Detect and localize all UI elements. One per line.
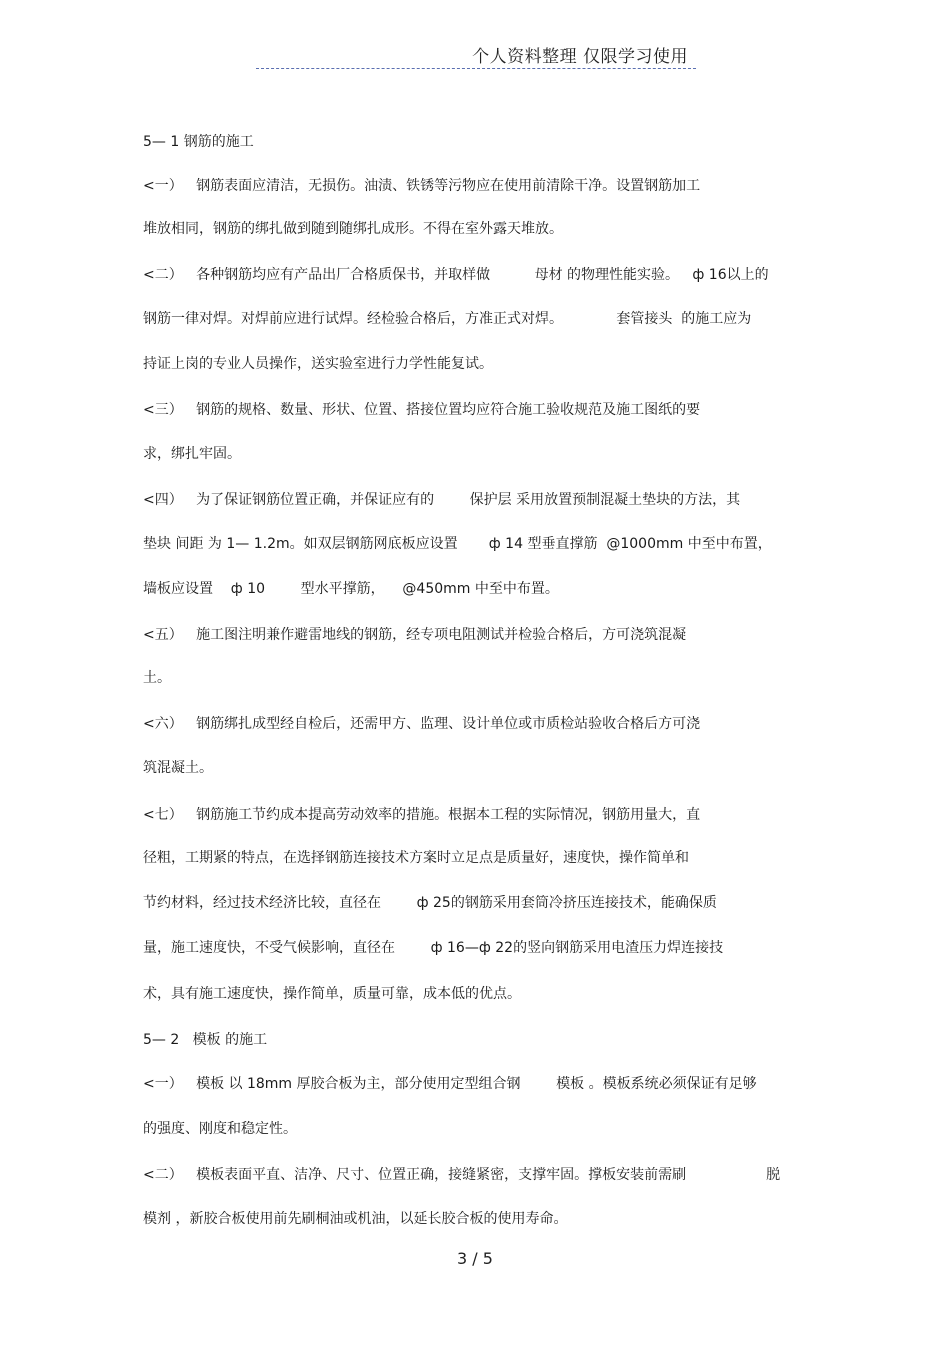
paragraph-line: 量，施工速度快，不受气候影响，直径在 ф 16—ф 22的竖向钢筋采用电渣压力焊连接技 xyxy=(143,940,724,956)
paragraph-line: 筑混凝土。 xyxy=(143,760,213,776)
page-number: 3 / 5 xyxy=(457,1249,493,1268)
paragraph-line: <二） 模板表面平直、洁净、尺寸、位置正确，接缝紧密，支撑牢固。撑板安装前需刷 脱 xyxy=(143,1167,781,1183)
paragraph-line: <一） 钢筋表面应清洁，无损伤。油渍、铁锈等污物应在使用前清除干净。设置钢筋加工 xyxy=(143,178,701,194)
paragraph-line: 径粗，工期紧的特点，在选择钢筋连接技术方案时立足点是质量好，速度快，操作简单和 xyxy=(143,850,689,866)
paragraph-line: 土。 xyxy=(143,670,171,686)
header-title: 个人资料整理 仅限学习使用 xyxy=(472,47,688,67)
paragraph-line: <一） 模板 以 18mm 厚胶合板为主，部分使用定型组合钢 模板 。模板系统必须保证有足够 xyxy=(143,1076,757,1092)
paragraph-line: 节约材料，经过技术经济比较，直径在 ф 25的钢筋采用套筒冷挤压连接技术，能确保质 xyxy=(143,895,717,911)
paragraph-line: 模剂 ，新胶合板使用前先刷桐油或机油，以延长胶合板的使用寿命。 xyxy=(143,1211,568,1227)
paragraph-line: <四） 为了保证钢筋位置正确，并保证应有的 保护层 采用放置预制混凝土垫块的方法，其 xyxy=(143,492,741,508)
paragraph-line: 术，具有施工速度快，操作简单，质量可靠，成本低的优点。 xyxy=(143,986,521,1002)
paragraph-line: 求，绑扎牢固。 xyxy=(143,446,241,462)
paragraph-line: <二） 各种钢筋均应有产品出厂合格质保书，并取样做 母材 的物理性能实验。 ф 16以上的 xyxy=(143,267,769,283)
section-heading: 5— 2 模板 的施工 xyxy=(143,1032,268,1048)
page-header xyxy=(256,42,696,69)
section-heading: 5— 1 钢筋的施工 xyxy=(143,134,254,150)
paragraph-line: 垫块 间距 为 1— 1.2m。如双层钢筋网底板应设置 ф 14 型垂直撑筋 @1000mm 中至中布置， xyxy=(143,536,772,552)
paragraph-line: <七） 钢筋施工节约成本提高劳动效率的措施。根据本工程的实际情况，钢筋用量大，直 xyxy=(143,807,701,823)
paragraph-line: 堆放相同，钢筋的绑扎做到随到随绑扎成形。不得在室外露天堆放。 xyxy=(143,221,563,237)
paragraph-line: 墙板应设置 ф 10 型水平撑筋， @450mm 中至中布置。 xyxy=(143,581,559,597)
paragraph-line: 的强度、刚度和稳定性。 xyxy=(143,1121,297,1137)
paragraph-line: <三） 钢筋的规格、数量、形状、位置、搭接位置均应符合施工验收规范及施工图纸的要 xyxy=(143,402,701,418)
paragraph-line: <五） 施工图注明兼作避雷地线的钢筋，经专项电阻测试并检验合格后，方可浇筑混凝 xyxy=(143,627,687,643)
paragraph-line: 持证上岗的专业人员操作，送实验室进行力学性能复试。 xyxy=(143,356,493,372)
paragraph-line: 钢筋一律对焊。对焊前应进行试焊。经检验合格后，方准正式对焊。 套管接头 的施工应为 xyxy=(143,311,752,327)
paragraph-line: <六） 钢筋绑扎成型经自检后，还需甲方、监理、设计单位或市质检站验收合格后方可浇 xyxy=(143,716,701,732)
